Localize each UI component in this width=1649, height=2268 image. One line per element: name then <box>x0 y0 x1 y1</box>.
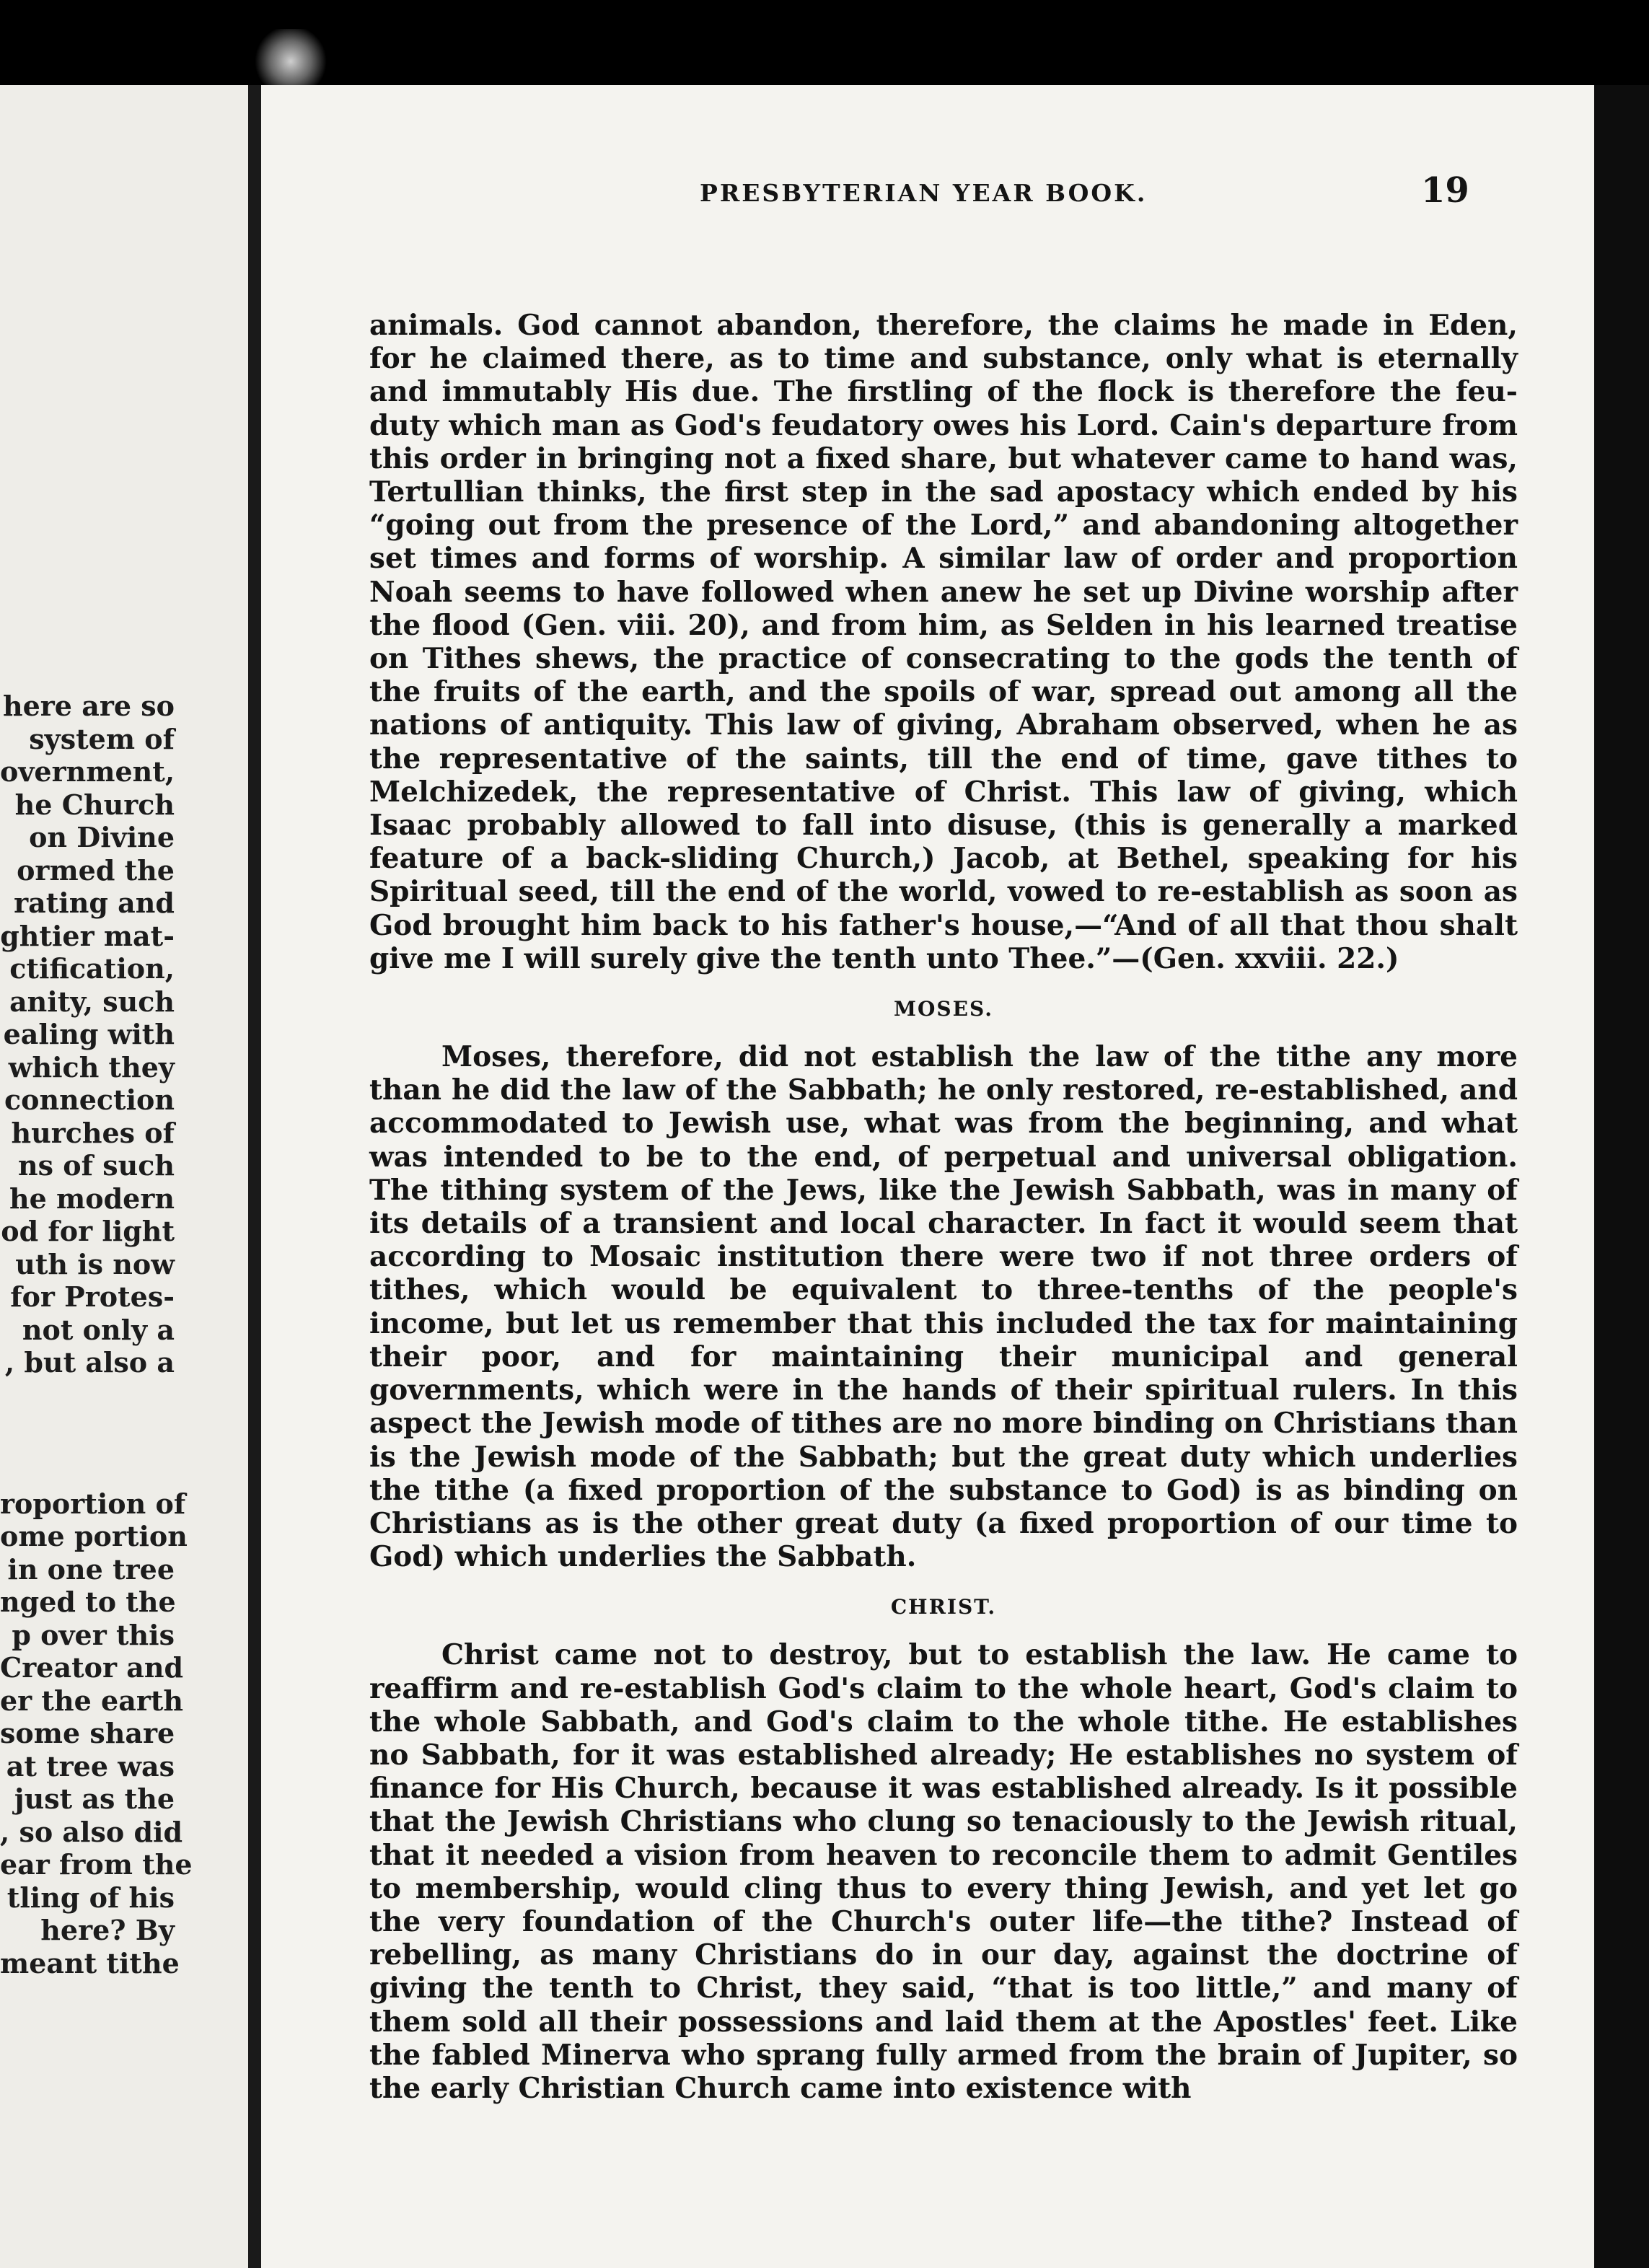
facing-page-line: overnment, <box>0 755 175 788</box>
facing-page-line: meant tithe <box>0 1946 180 1979</box>
facing-page-line: nged to the <box>0 1586 176 1618</box>
facing-page-line: ctification, <box>9 952 175 985</box>
facing-page-line: ns of such <box>18 1149 175 1182</box>
facing-page-line: Creator and <box>0 1651 184 1684</box>
facing-page-line: at tree was <box>6 1749 175 1783</box>
facing-page-line: , but also a <box>4 1346 175 1379</box>
facing-page-line: here are so <box>2 690 175 722</box>
facing-page-line: system of <box>29 722 175 755</box>
facing-page-line: , so also did <box>0 1815 183 1848</box>
facing-page-line: ealing with <box>3 1018 175 1050</box>
facing-page-gap <box>0 1379 252 1487</box>
facing-page-line: he modern <box>9 1182 175 1215</box>
page-number: 19 <box>1421 170 1469 211</box>
running-title: PRESBYTERIAN YEAR BOOK. <box>700 179 1148 207</box>
running-header <box>433 170 1558 221</box>
paragraph-moses: Moses, therefore, did not establish the law of the tithe any more than he did the law of the Sabbath; he only restored, re-established, and accommodated to Jewish use, what was from the beginning, and what was intended to be to the end, of perpetual and universal obligation. The tithing system of the Jews, like the Jewish Sabbath, was in many of its details of a transient and local character. In fact it would seem that according to Mosaic institution there were two if not three orders of tithes, which would be equivalent to three-tenths of the people's income, but let us remember that this included the tax for maintaining their poor, and for maintaining their municipal and general governments, which were in the hands of their spiritual rulers. In this aspect the Jewish mode of tithes are no more binding on Christians than is the Jewish mode of the Sabbath; but the great duty which underlies the tithe (a fixed proportion of the substance to God) is as binding on Christians as is the other great duty (a fixed proportion of our time to God) which underlies the Sabbath. <box>369 1040 1518 1574</box>
facing-page-line: ghtier mat- <box>0 919 175 952</box>
facing-page-line: which they <box>8 1050 175 1084</box>
paragraph-intro: animals. God cannot abandon, therefore, the claims he made in Eden, for he claimed there, as to time and substance, only what is eternally and immutably His due. The firstling of the flock is therefore the feu-duty which man as God's feudatory owes his Lord. Cain's departure from this order in bringing not a fixed share, but whatever came to hand was, Tertullian thinks, the first step in the sad apostacy which ended by his “going out from the presence of the Lord,” and abandoning altogether set times and forms of worship. A similar law of order and proportion Noah seems to have followed when anew he set up Divine worship after the flood (Gen. viii. 20), and from him, as Selden in his learned treatise on Tithes shews, the practice of consecrating to the gods the tenth of the fruits of the earth, and the spoils of war, spread out among all the nations of antiquity. This law of giving, Abraham observed, when he as the representative of the saints, till the end of time, gave tithes to Melchizedek, the representative of Christ. This law of giving, which Isaac probably allowed to fall into disuse, (this is generally a marked feature of a back-sliding Church,) Jacob, at Bethel, speaking for his Spiritual seed, till the end of the world, vowed to re-establish as soon as God brought him back to his father's house,—“And of all that thou shalt give me I will surely give the tenth unto Thee.”—(Gen. xxviii. 22.) <box>369 309 1518 975</box>
facing-page-line: anity, such <box>9 985 175 1018</box>
facing-page-line: p over this <box>12 1618 175 1651</box>
facing-page-text <box>0 690 252 1979</box>
facing-page-line: ome portion <box>0 1520 188 1552</box>
section-heading-christ: CHRIST. <box>890 1595 997 1619</box>
facing-page-line: in one tree <box>7 1552 175 1586</box>
facing-page-line: hurches of <box>11 1116 175 1149</box>
facing-page-line: rating and <box>14 887 175 919</box>
facing-page-line: for Protes- <box>10 1280 175 1313</box>
facing-page-line: er the earth <box>0 1684 184 1717</box>
facing-page-line: ormed the <box>17 853 175 887</box>
facing-page-line: not only a <box>22 1313 175 1346</box>
facing-page-line: on Divine <box>29 821 175 853</box>
facing-page <box>0 85 254 2268</box>
facing-page-line: here? By <box>40 1914 175 1946</box>
facing-page-line: tling of his <box>6 1881 175 1914</box>
facing-page-line: uth is now <box>15 1247 175 1280</box>
page-edge-shadow <box>1594 85 1649 2268</box>
facing-page-line: roportion of <box>0 1487 186 1520</box>
page-stain <box>251 29 330 94</box>
facing-page-line: connection <box>4 1084 175 1116</box>
facing-page-line: just as the <box>14 1783 175 1815</box>
facing-page-line: ear from the <box>0 1848 193 1881</box>
facing-page-line: od for light <box>1 1215 175 1247</box>
section-heading-moses: MOSES. <box>894 997 993 1021</box>
page-body <box>369 309 1518 2105</box>
facing-page-line: he Church <box>14 788 175 821</box>
paragraph-christ: Christ came not to destroy, but to establish the law. He came to reaffirm and re-establish God's claim to the whole heart, God's claim to the whole Sabbath, and God's claim to the whole tithe. He establishes no Sabbath, for it was established already; He establishes no system of finance for His Church, because it was established already. Is it possible that the Jewish Christians who clung so tenaciously to the Jewish ritual, that it needed a vision from heaven to reconcile them to admit Gentiles to membership, would cling thus to every thing Jewish, and yet let go the very foundation of the Church's outer life—the tithe? Instead of rebelling, as many Christians do in our day, against the doctrine of giving the tenth to Christ, they said, “that is too little,” and many of them sold all their possessions and laid them at the Apostles' feet. Like the fabled Minerva who sprang fully armed from the brain of Jupiter, so the early Christian Church came into existence with <box>369 1638 1518 2105</box>
facing-page-line: some share <box>0 1717 175 1749</box>
